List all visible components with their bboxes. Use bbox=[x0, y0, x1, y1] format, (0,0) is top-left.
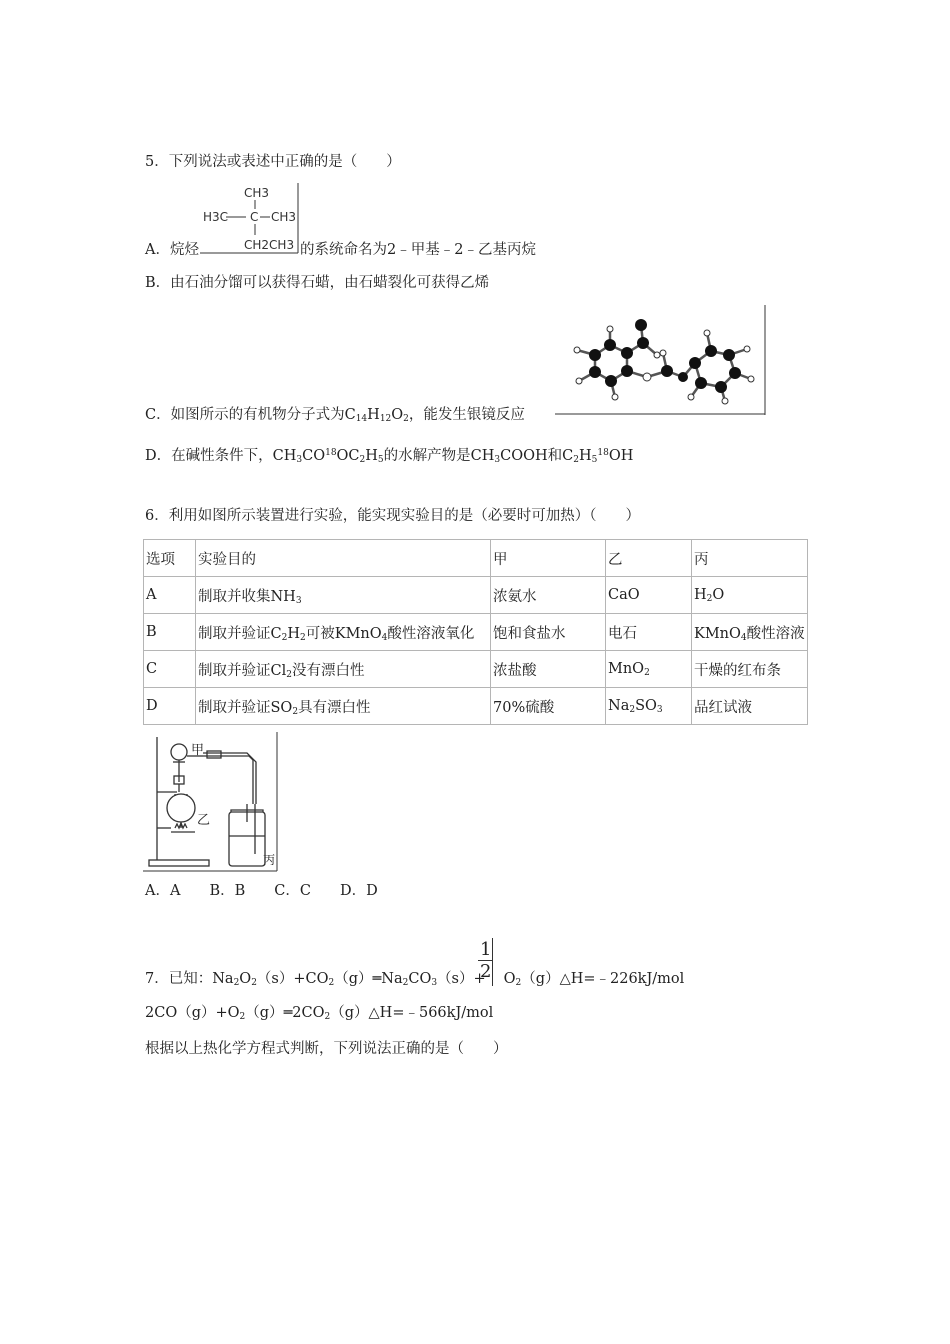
q6-stem: 6．利用如图所示装置进行实验，能实现实验目的是（必要时可加热）（ ） bbox=[145, 508, 640, 524]
q5-option-c: C．如图所示的有机物分子式为$C_{14}H_{12}O_2$，能发生银镜反应 bbox=[145, 407, 525, 424]
struct-ch2ch3: CH2CH3 bbox=[244, 238, 295, 252]
q7-question: 根据以上热化学方程式判断，下列说法正确的是（ ） bbox=[145, 1041, 508, 1057]
table-row: D 制取并验证$SO_2$具有漂白性 70%硫酸 $Na_2SO_3$ 品红试液 bbox=[144, 688, 808, 725]
q5-stem: 5．下列说法或表述中正确的是（ ） bbox=[145, 154, 401, 170]
molecule-ball-stick-model bbox=[555, 305, 767, 415]
table-row: C 制取并验证$Cl_2$没有漂白性 浓盐酸 MnO$_2$ 干燥的红布条 bbox=[144, 651, 808, 688]
alkane-structure bbox=[200, 183, 300, 255]
struct-ch3-right: CH3 bbox=[271, 210, 297, 224]
q7-equation-1: 7．已知：$Na_2O_2(s)+CO_2(g)═Na_2CO_3(s)+$ $O_2(g)\triangle H=﹣226kJ$/mol bbox=[145, 971, 685, 988]
q7-equation-2: $2CO(g)+O_2(g)═2CO_2(g)\triangle H=﹣566kJ$/mol bbox=[145, 1005, 494, 1022]
label-yi: 乙 bbox=[197, 813, 211, 828]
q5-option-a-text: 的系统命名为2﹣甲基﹣2﹣乙基丙烷 bbox=[300, 242, 536, 258]
struct-ch3-top: CH3 bbox=[244, 186, 270, 200]
label-jia: 甲 bbox=[191, 743, 205, 758]
fraction-denominator: 2 bbox=[480, 961, 492, 982]
struct-h3c: H3C bbox=[203, 210, 229, 224]
q5-option-b: B．由石油分馏可以获得石蜡，由石蜡裂化可获得乙烯 bbox=[145, 275, 490, 291]
table-row: B 制取并验证$C_2H_2$可被KMnO$_4$酸性溶液氧化 饱和食盐水 电石 KMnO$_4$酸性溶液 bbox=[144, 614, 808, 651]
q5-option-a-label: A．烷烃 bbox=[145, 242, 199, 258]
q5-option-d: D．在碱性条件下，$CH_3CO^{18}OC_2H_5$的水解产物是$CH_3COOH$和$C_2H_5^{18}OH$ bbox=[145, 448, 634, 465]
th-goal: 实验目的 bbox=[196, 540, 491, 577]
fraction-numerator: 1 bbox=[480, 939, 492, 960]
table-header-row bbox=[144, 540, 808, 577]
th-bing: 丙 bbox=[692, 540, 808, 577]
struct-c: C bbox=[250, 210, 259, 224]
apparatus-diagram bbox=[143, 732, 279, 872]
th-jia: 甲 bbox=[491, 540, 606, 577]
table-row: A 制取并收集$NH_3$ 浓氨水 CaO $H_2O$ bbox=[144, 577, 808, 614]
th-option: 选项 bbox=[144, 540, 196, 577]
q6-options: A．A B．B C．C D．D bbox=[145, 883, 378, 899]
q6-table bbox=[143, 539, 808, 725]
label-bing: 丙 bbox=[263, 853, 276, 867]
th-yi: 乙 bbox=[606, 540, 692, 577]
